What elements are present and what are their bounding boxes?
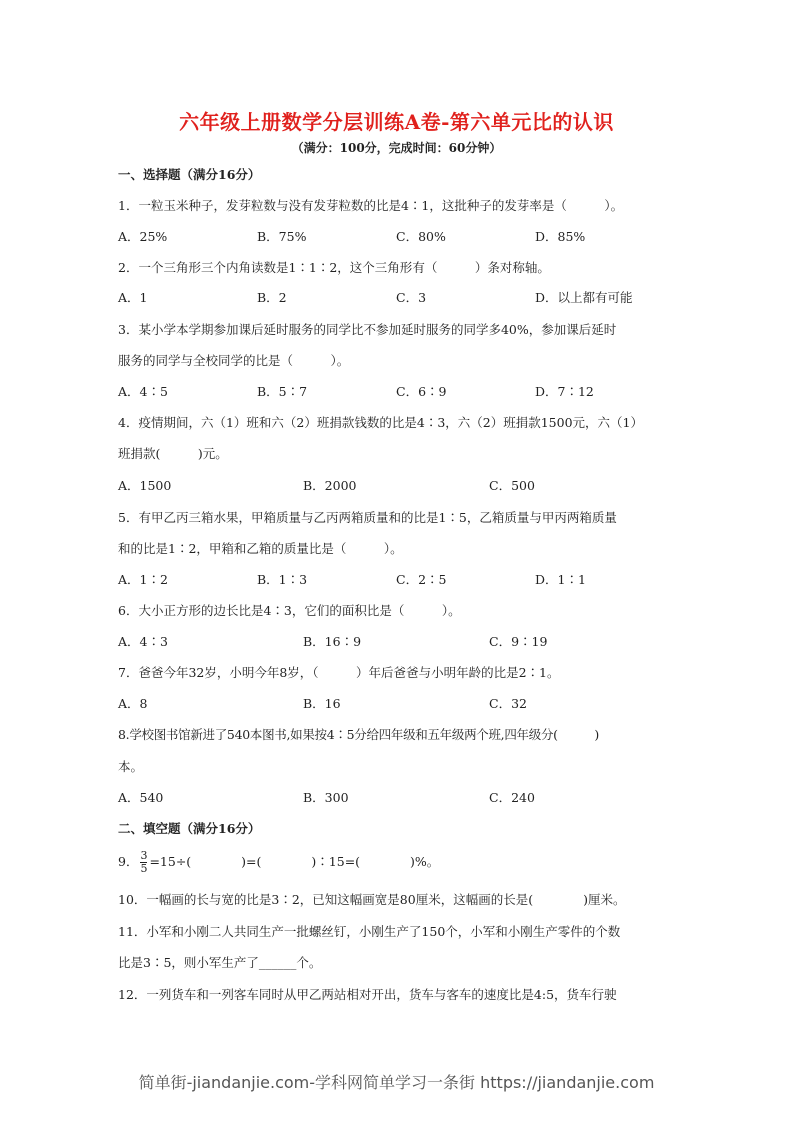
- option: D．85%: [535, 229, 586, 244]
- option: A．1500: [118, 478, 172, 493]
- question-number: 9．: [118, 854, 139, 869]
- option: A．1∶2: [118, 572, 168, 587]
- option: B．300: [303, 790, 349, 805]
- option: A．1: [118, 290, 148, 305]
- option: A．25%: [118, 229, 168, 244]
- option: B．16: [303, 696, 341, 711]
- option: B．5∶7: [257, 384, 308, 399]
- option: C．500: [489, 478, 535, 493]
- option: C．240: [489, 790, 535, 805]
- option: B．2000: [303, 478, 357, 493]
- section-heading: 一、选择题（满分16分）: [118, 167, 261, 182]
- numerator: 3: [140, 849, 148, 862]
- question-text: 比是3∶5，则小军生产了______个。: [118, 955, 322, 970]
- option: C．2∶5: [396, 572, 447, 587]
- option: B．75%: [257, 229, 307, 244]
- question-text: 本。: [118, 759, 144, 774]
- option: C．32: [489, 696, 527, 711]
- question-text: 7．爸爸今年32岁，小明今年8岁，（ ）年后爸爸与小明年龄的比是2∶1。: [118, 665, 560, 680]
- question-text: 班捐款( )元。: [118, 446, 228, 461]
- option: D．以上都有可能: [535, 290, 633, 305]
- question-text: 8.学校图书馆新进了540本图书,如果按4∶5分给四年级和五年级两个班,四年级分( ): [118, 727, 599, 742]
- option: A．8: [118, 696, 148, 711]
- question-text: 11．小军和小刚二人共同生产一批螺丝钉，小刚生产了150个，小军和小刚生产零件的个数: [118, 924, 621, 939]
- option: B．16∶9: [303, 634, 362, 649]
- option: A．540: [118, 790, 164, 805]
- question-text: =15÷( )=( )∶15=( )%。: [149, 854, 440, 869]
- page-subtitle: （满分：100分，完成时间：60分钟）: [291, 141, 502, 155]
- question-text: 5．有甲乙丙三箱水果，甲箱质量与乙丙两箱质量和的比是1∶5，乙箱质量与甲丙两箱质量: [118, 510, 617, 525]
- footer-watermark: 简单街-jiandanjie.com-学科网简单学习一条街 https://jiandanjie.com: [138, 1073, 655, 1092]
- question-text: 服务的同学与全校同学的比是（ ）。: [118, 353, 350, 368]
- question-text: 1．一粒玉米种子，发芽粒数与没有发芽粒数的比是4∶1，这批种子的发芽率是（ ）。: [118, 198, 624, 213]
- question-text: 3．某小学本学期参加课后延时服务的同学比不参加延时服务的同学多40%，参加课后延时: [118, 322, 617, 337]
- option: D．1∶1: [535, 572, 586, 587]
- option: C．6∶9: [396, 384, 447, 399]
- page-title: 六年级上册数学分层训练A卷-第六单元比的认识: [179, 110, 614, 134]
- question-9: [118, 848, 439, 876]
- fraction: [140, 850, 147, 875]
- question-text: 4．疫情期间，六（1）班和六（2）班捐款钱数的比是4∶3，六（2）班捐款1500元，六（1）: [118, 415, 643, 430]
- denominator: 5: [140, 862, 148, 875]
- option: B．1∶3: [257, 572, 308, 587]
- question-text: 10．一幅画的长与宽的比是3∶2，已知这幅画宽是80厘米，这幅画的长是( )厘米。: [118, 892, 626, 907]
- option: C．9∶19: [489, 634, 548, 649]
- question-text: 2．一个三角形三个内角读数是1∶1∶2，这个三角形有（ ）条对称轴。: [118, 260, 550, 275]
- question-text: 和的比是1∶2，甲箱和乙箱的质量比是（ ）。: [118, 541, 403, 556]
- option: C．80%: [396, 229, 446, 244]
- question-text: 12．一列货车和一列客车同时从甲乙两站相对开出，货车与客车的速度比是4:5，货车行驶: [118, 987, 617, 1002]
- option: A．4∶5: [118, 384, 168, 399]
- option: A．4∶3: [118, 634, 168, 649]
- question-text: 6．大小正方形的边长比是4∶3，它们的面积比是（ ）。: [118, 603, 461, 618]
- option: D．7∶12: [535, 384, 594, 399]
- section-heading: 二、填空题（满分16分）: [118, 821, 261, 836]
- option: C．3: [396, 290, 427, 305]
- option: B．2: [257, 290, 287, 305]
